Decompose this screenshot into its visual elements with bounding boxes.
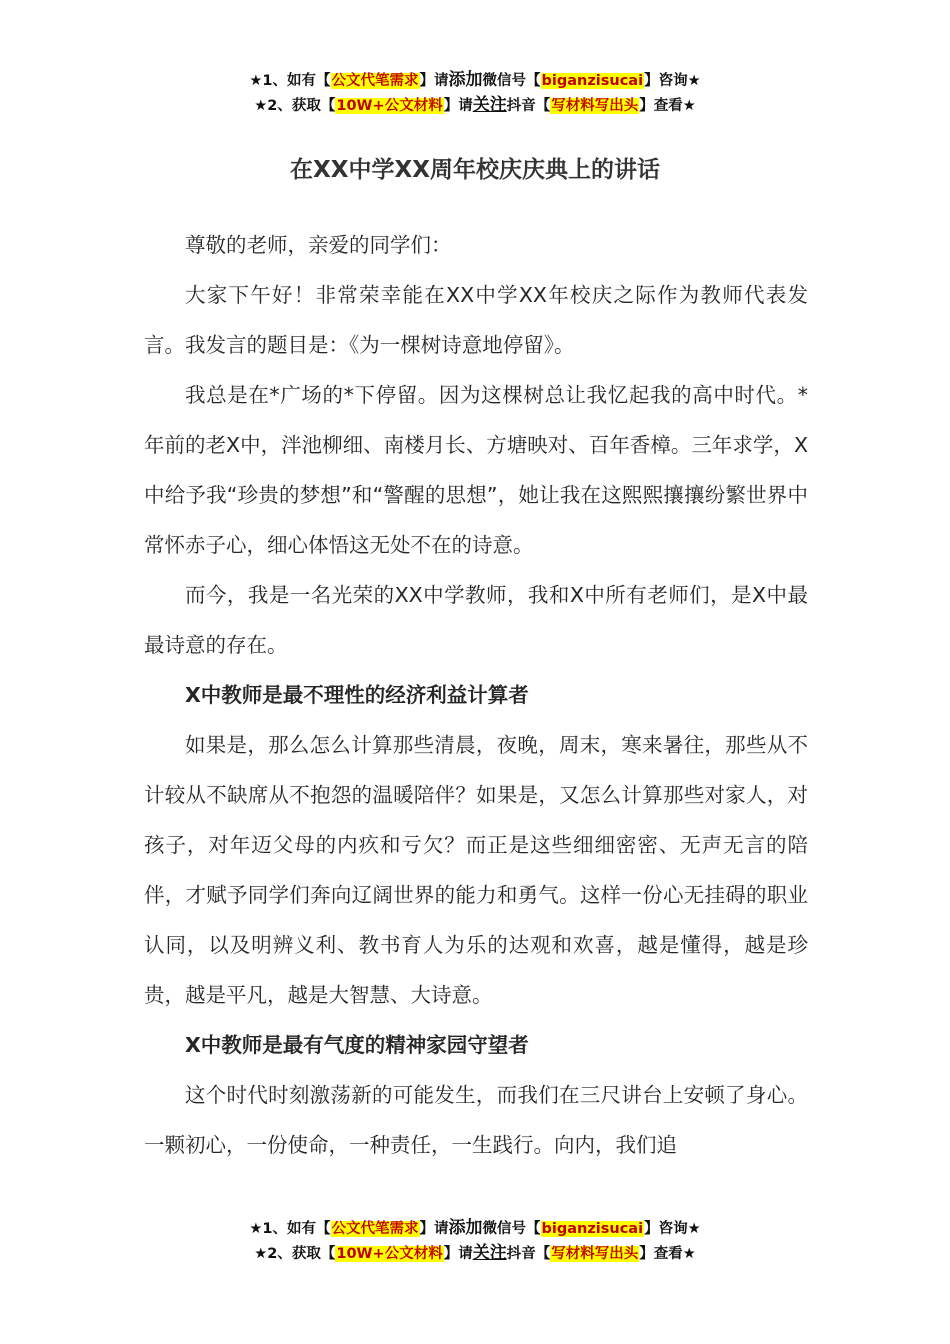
- banner-text: 】请: [419, 1221, 449, 1237]
- banner-line-2: [0, 93, 950, 118]
- header-banner: [0, 68, 950, 118]
- banner-text: 】咨询★: [644, 73, 701, 89]
- emphasis-text: 添加: [448, 70, 483, 90]
- highlight-text: 10W+公文材料: [336, 1246, 443, 1262]
- emphasis-text: 添加: [448, 1218, 483, 1238]
- footer-banner: [0, 1216, 950, 1266]
- document-body: [144, 220, 808, 1170]
- banner-text: ★2、获取【: [254, 98, 336, 114]
- banner-text: 抖音【: [506, 98, 551, 114]
- banner-text: 抖音【: [506, 1246, 551, 1262]
- banner-line-2: [0, 1241, 950, 1266]
- banner-text: 微信号【: [482, 73, 541, 89]
- banner-text: ★1、如有【: [249, 1221, 331, 1237]
- highlight-text: 公文代笔需求: [331, 73, 419, 89]
- emphasis-text: 关注: [472, 1243, 507, 1263]
- paragraph: 而今，我是一名光荣的XX中学教师，我和X中所有老师们，是X中最最诗意的存在。: [144, 583, 808, 657]
- banner-line-1: [0, 68, 950, 93]
- banner-text: 】请: [419, 73, 449, 89]
- paragraph: 我总是在*广场的*下停留。因为这棵树总让我忆起我的高中时代。*年前的老X中，泮池柳细、南楼月长、方塘映对、百年香樟。三年求学，X中给予我“珍贵的梦想”和“警醒的思想”，她让我在这熙熙攘攘纷繁世界中常怀赤子心，细心体悟这无处不在的诗意。: [144, 383, 808, 557]
- douyin-account-highlight: 写材料写出头: [551, 98, 639, 114]
- highlight-text: 公文代笔需求: [331, 1221, 419, 1237]
- document-title: 在XX中学XX周年校庆庆典上的讲话: [290, 157, 660, 183]
- banner-text: 】查看★: [639, 98, 696, 114]
- section-heading: X中教师是最不理性的经济利益计算者: [185, 683, 529, 707]
- highlight-text: 10W+公文材料: [336, 98, 443, 114]
- banner-text: ★1、如有【: [249, 73, 331, 89]
- wechat-id-highlight: biganzisucai: [541, 73, 644, 89]
- emphasis-text: 关注: [472, 95, 507, 115]
- salutation: 尊敬的老师，亲爱的同学们：: [185, 233, 452, 257]
- douyin-account-highlight: 写材料写出头: [551, 1246, 639, 1262]
- wechat-id-highlight: biganzisucai: [541, 1221, 644, 1237]
- banner-text: 】请: [443, 98, 473, 114]
- banner-text: 】查看★: [639, 1246, 696, 1262]
- banner-text: 】请: [443, 1246, 473, 1262]
- paragraph: 如果是，那么怎么计算那些清晨，夜晚，周末，寒来暑往，那些从不计较从不缺席从不抱怨的温暖陪伴？如果是，又怎么计算那些对家人，对孩子，对年迈父母的内疚和亏欠？而正是这些细细密密、无声无言的陪伴，才赋予同学们奔向辽阔世界的能力和勇气。这样一份心无挂碍的职业认同，以及明辨义利、教书育人为乐的达观和欢喜，越是懂得，越是珍贵，越是平凡，越是大智慧、大诗意。: [144, 733, 808, 1007]
- section-heading: X中教师是最有气度的精神家园守望者: [185, 1033, 529, 1057]
- paragraph: 大家下午好！非常荣幸能在XX中学XX年校庆之际作为教师代表发言。我发言的题目是：《为一棵树诗意地停留》。: [144, 283, 808, 357]
- banner-text: ★2、获取【: [254, 1246, 336, 1262]
- banner-text: 微信号【: [482, 1221, 541, 1237]
- banner-line-1: [0, 1216, 950, 1241]
- banner-text: 】咨询★: [644, 1221, 701, 1237]
- paragraph: 这个时代时刻激荡新的可能发生，而我们在三尺讲台上安顿了身心。一颗初心，一份使命，一种责任，一生践行。向内，我们追: [144, 1083, 808, 1157]
